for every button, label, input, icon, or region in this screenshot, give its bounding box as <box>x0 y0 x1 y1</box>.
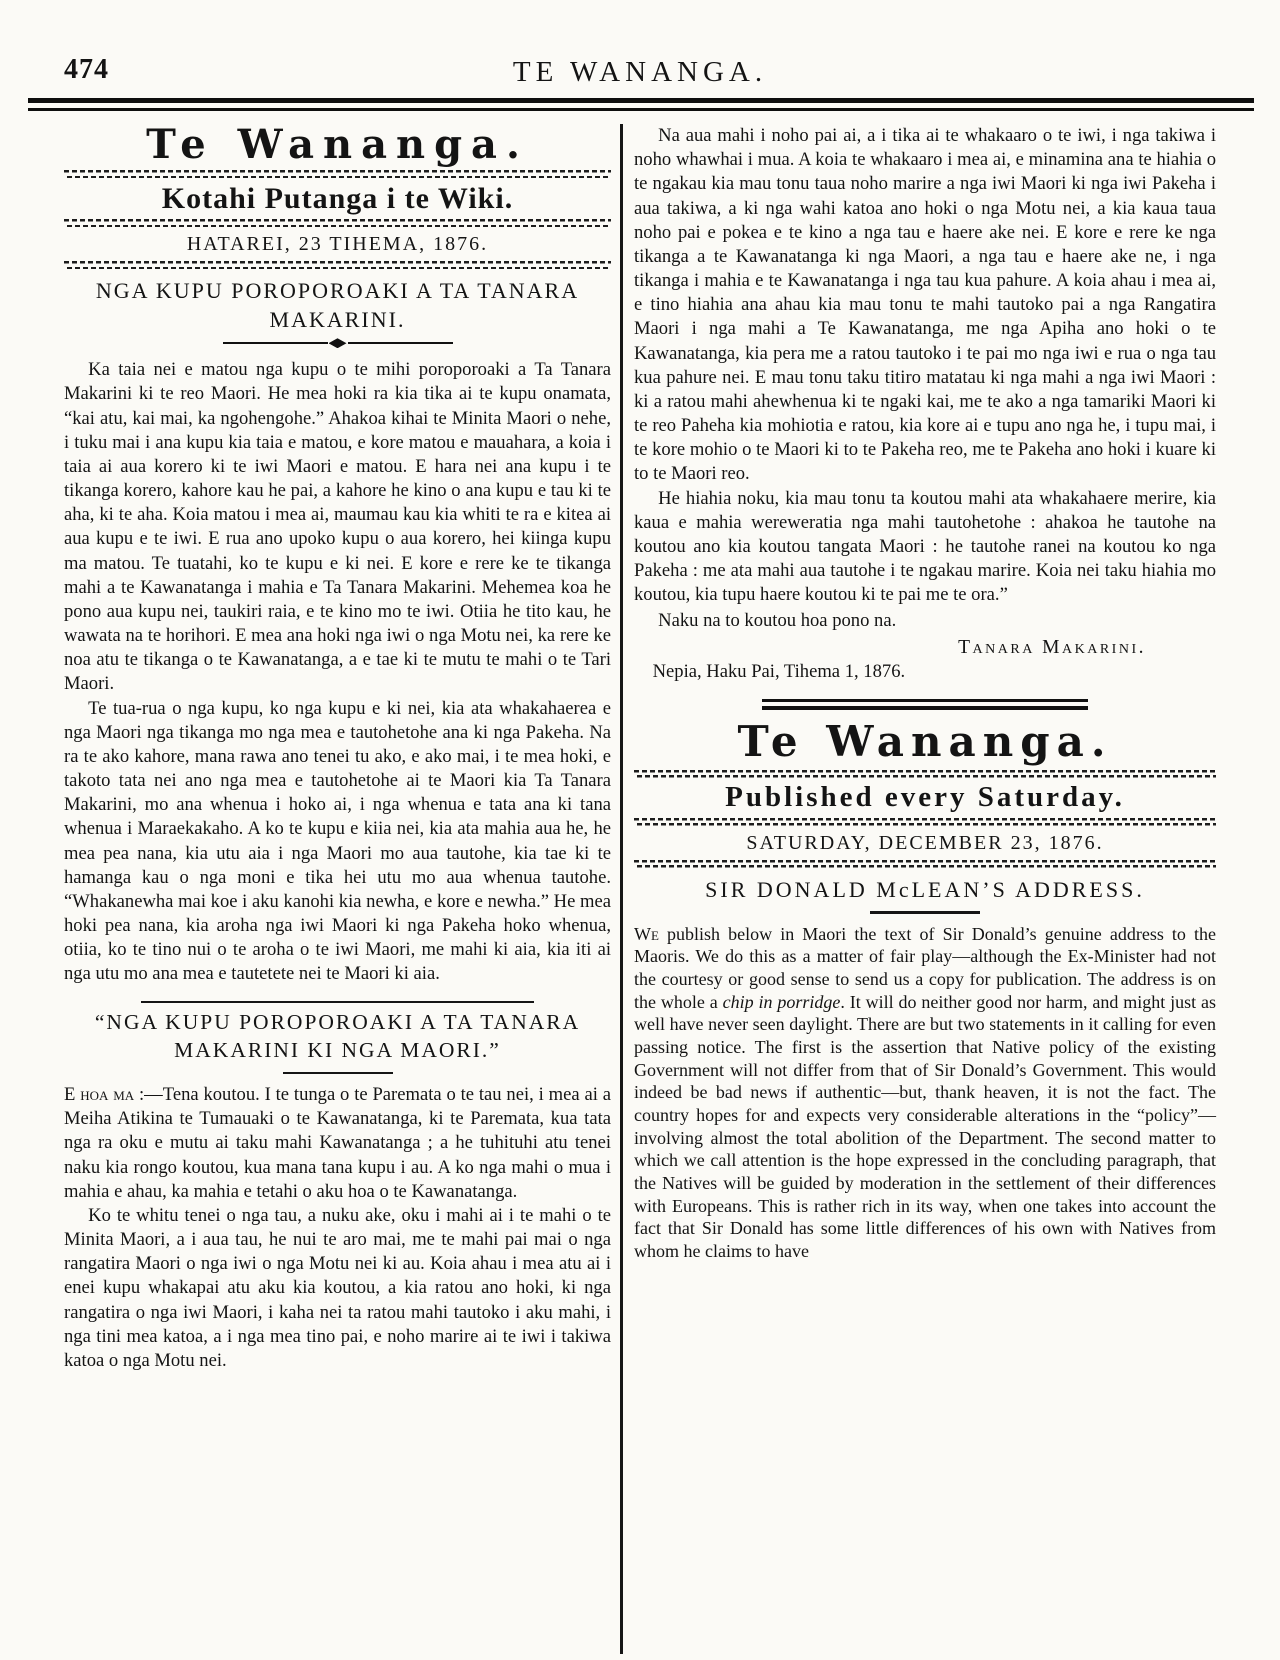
signature-name: Tanara Makarini. <box>958 636 1146 658</box>
editorial-rule <box>870 911 980 914</box>
ornamental-rule <box>634 860 1216 868</box>
running-title: TE WANANGA. <box>512 56 768 88</box>
column-divider-rule <box>620 124 623 1654</box>
address-article-title: “NGA KUPU POROPOROAKI A TA TANARA MAKARINI KI NGA MAORI.” <box>94 1009 581 1062</box>
left-column <box>64 121 611 1373</box>
address-paragraph: Ko te whitu tenei o nga tau, a nuku ake, oku i mahi ai i te mahi o te Minita Maori, a i aua tau, he nui te aro mai, me te mahi pai mai o nga rangatira Maori o nga iwi o nga Motu nei ki au. Koia ahau i mea atu ai i enei kupu whakapai atu aku kia koutou, a kia ratou ano hoki, ki nga rangatira o nga iwi Maori, i kaha nei ta ratou mahi tautoko i aku mahi, i nga tini mea katoa, a i nga mea tino pai, e noho marire ai te iwi i takiwa katoa o nga Motu nei. <box>64 1204 611 1371</box>
ornamental-rule <box>64 170 611 178</box>
ornamental-rule <box>64 261 611 269</box>
issue-tagline: Kotahi Putanga i te Wiki. <box>161 182 514 215</box>
masthead-title: Te Wananga. <box>146 121 529 168</box>
diamond-ornament <box>329 338 347 348</box>
ornamental-rule <box>634 770 1216 778</box>
signature-place-date: Nepia, Haku Pai, Tihema 1, 1876. <box>652 660 906 682</box>
address-paragraph: E hoa ma :—Tena koutou. I te tunga o te Paremata o te tau nei, i mea ai a Meiha Atikina te Tumauaki o te Kawanatanga, ki te Paremata, kua tata nga ra oku e mutu ai taku mahi Kawanatanga ; a he tuhituhi atu tenei naku kia rongo koutou, kua mana tana kupu i au. A ko nga mahi o mua i mahia e ahau, ka mahia e tetahi o aku hoa o te Kawanatanga. <box>64 1084 611 1202</box>
header-double-rule <box>28 98 1254 111</box>
publication-tagline: Published every Saturday. <box>725 780 1125 813</box>
diamond-divider <box>223 338 453 348</box>
ornamental-rule <box>64 219 611 227</box>
address-continuation-paragraph: Na aua mahi i noho pai ai, a i tika ai te whakaaro o te iwi, i nga takiwa i noho whawhai i mua. A koia te whakaaro i mea ai, e minamina ana te hiahia o te ngakau kia mau tonu taua noho marire a nga iwi Maori ki nga iwi Pakeha i aua takiwa, a ki nga wahi katoa ano hoki o nga Motu nei, a kia kaua taua noho pai e pokea e te kino a nga tau e haere ake nei. E kore e rere ke nga tikanga a te Kawanatanga ki nga Maori, a nga tau e haere ake ne, i nga tikanga i mahia e te Kawanatanga i nga tau kua pahure. A koia ahau i mea ai, e tino hiahia ana ahau kia mau tonu te mahi tautoko pai a nga Rangatira Maori i nga mahi a Te Kawanatanga, me nga Apiha ano hoki o te Kawanatanga, kia pera me a ratou tautoko i te pai mo nga iwi e rua o nga tau kua pahure nei. E mau tonu taku titiro matatau ki nga mahi a nga iwi Maori : ki a ratou mahi ahewhenua ki te ngaki kai, me te ako a nga tamariki Maori ki te reo Paheha kia mohiotia e ratou, kia kore ai e tupu ano nga he, i tupu mai, i te kore mohio o te Maori ki to te Pakeha reo, me te Pakeha ano hoki i kuare ki to te Maori reo. <box>634 125 1216 485</box>
publication-dateline: SATURDAY, DECEMBER 23, 1876. <box>746 831 1104 854</box>
editorial-paragraph: We publish below in Maori the text of Sir Donald’s genuine address to the Maoris. We do this as a matter of fair play—although the Ex-Minister had not the courtesy or good sense to send us a copy for publication. The address is on the whole a chip in porridge. It will do neither good nor harm, and might just as well have never seen daylight. There are but two statements in it calling for even passing notice. The first is the assertion that Native policy of the existing Government will not differ from that of Sir Donald’s Government. This would indeed be bad news if authentic—but, thank heaven, it is not the fact. The country hopes for and expects very considerable alterations in the “policy”—involving almost the total abolition of the Department. The second matter to which we call attention is the hope expressed in the concluding paragraph, that the Natives will be guided by moderation in the settlement of their differences with Europeans. This is rather rich in its way, when one takes into account the fact that Sir Donald has some little differences of his own with Natives from whom he claims to have <box>634 923 1216 1262</box>
address-continuation-paragraph: He hiahia noku, kia mau tonu ta koutou mahi ata whakahaere merire, kia kaua e mahia wereweratia nga mahi tautohetohe : ahakoa he tautohe na koutou ano kia koutou tangata Maori : he tautohe ranei na koutou ko nga Pakeha : me ata mahi aua tautohe i te ngakau marire. Koia nei taku hiahia mo koutou, kia tupu haere koutou ki te pai me te ora.” <box>634 487 1216 606</box>
section-double-rule <box>762 699 1088 710</box>
issue-dateline: HATAREI, 23 TIHEMA, 1876. <box>186 233 489 255</box>
masthead-title-second: Te Wananga. <box>737 716 1113 766</box>
ornamental-rule <box>634 818 1216 826</box>
editorial-title: SIR DONALD McLEAN’S ADDRESS. <box>705 876 1145 902</box>
signature-valediction: Naku na to koutou hoa pono na. <box>658 610 897 632</box>
right-column <box>634 124 1216 1263</box>
subhead-rule <box>141 1001 535 1003</box>
farewell-paragraph: Ka taia nei e matou nga kupu o te mihi poroporoaki a Ta Tanara Makarini ki te reo Maori. He mea hoki ra kia tika ai te kupu onamata, “kai atu, kai mai, ka ngohengohe.” Ahakoa kihai te Minita Maori o nehe, i tuku mai i ana kupu kia taia e matou, e kore matou e mauahara, a koia i taia ai aua korero ki te iwi Maori e matou. E hara nei ana kupu i te tikanga korero, kahore kau he pai, a kahore he kino o ana kupu e tau ki te aha, ki te aha. Koia matou i mea ai, maumau kau kia whiti te ra e kitea ai aua kupu e te iwi. E rua ano upoko kupu o aua korero, hei kiinga kupu ma matou. Te tuatahi, ko te kupu e ki nei. E kore e rere ke te tikanga mahi a te Kawanatanga i mahia e Ta Tanara Makarini. Mehemea koa he pono aua kupu nei, taukiri raia, e te kino mo te iwi. Otiia he tito kau, he wawata na te horihori. E mea ana hoki nga iwi o nga Motu nei, ka rere ke noa atu te tikanga o te Kawanatanga, a e tae ki te mutu te mahi o te Tari Maori. <box>64 359 611 695</box>
short-rule <box>283 1072 393 1075</box>
farewell-article-title: NGA KUPU POROPOROAKI A TA TANARA MAKARINI. <box>95 278 580 332</box>
page-number: 474 <box>64 54 109 85</box>
farewell-paragraph: Te tua-rua o nga kupu, ko nga kupu e ki nei, kia ata whakahaerea e nga Maori nga tikanga mo nga mea e tautohetohe ana ki nga Pakeha. Na ra te ako kahore, mana rawa ano tenei tu ako, e ako mai, i te mea hoki, e takoto tata nei ano nga mea e tautohetohe ai te Maori kia Ta Tanara Makarini, mo ana whenua i hoko ai, i nga whenua e tata ana ki tana whenua i Maraekakaho. A ko te kupu e kiia nei, kia ata mahia aua he, he mea pea nana, kia utu aia i nga Maori mo aua tautohe, kia tae ki te hamanga kau o nga moni e tika hei utu mo aua whenua tautohe. “Whakanewha mai koe i aku kanohi kia newha, e kore e newha.” He mea hoki pea nana, kia aroha nga iwi Maori ki nga Pakeha hoko whenua, otiia, ko te tino nui o te aroha o te iwi Maori, me mahi ki aia, kia iti ai nga utu mo ana mea e tautetete nei te Maori ki aia. <box>64 697 611 985</box>
